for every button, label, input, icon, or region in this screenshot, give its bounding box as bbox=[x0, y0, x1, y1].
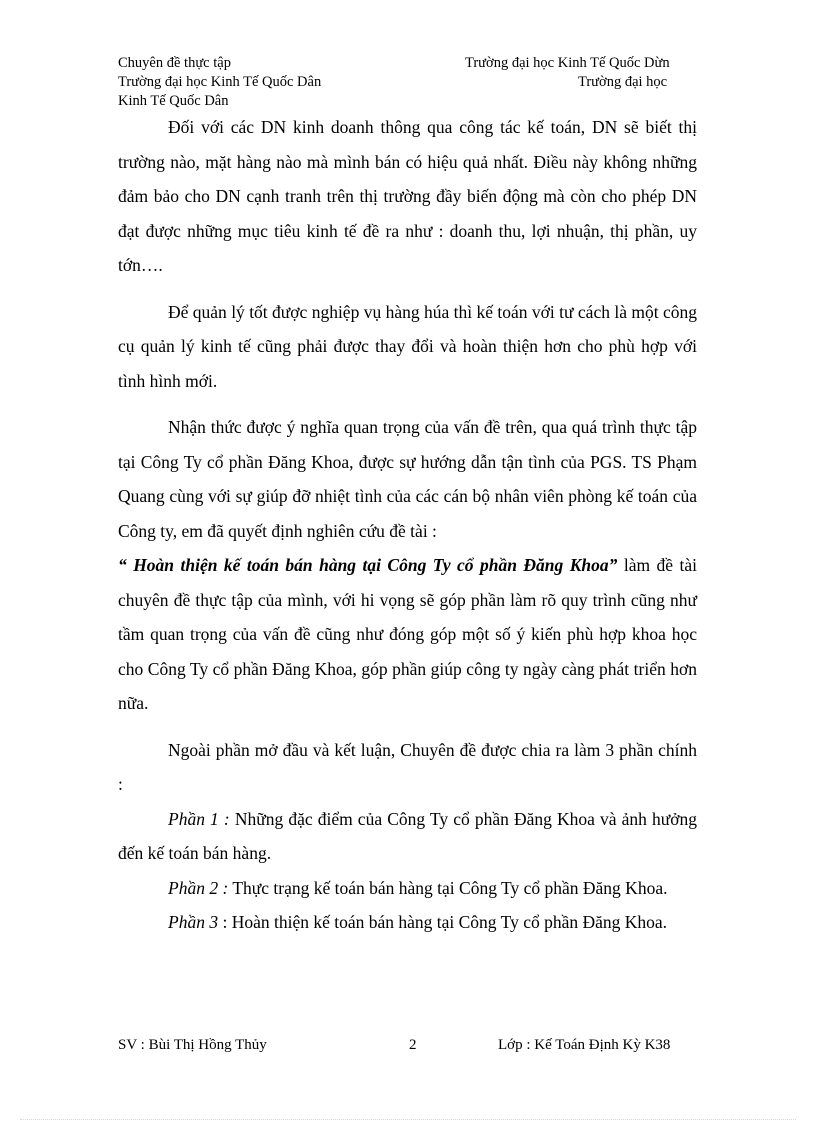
thesis-title: “ Hoàn thiện kế toán bán hàng tại Công Ty cổ phần Đăng Khoa” bbox=[118, 555, 618, 575]
part-2-label: Phần 2 : bbox=[168, 877, 229, 898]
header-university-right-2: Trường đại học bbox=[578, 74, 668, 90]
part-1-label: Phần 1 : bbox=[168, 808, 230, 829]
part-2-text: Thực trạng kế toán bán hàng tại Công Ty cổ phần Đăng Khoa. bbox=[228, 877, 668, 898]
header-university-right: Trường đại học Kinh Tế Quốc Dừn bbox=[465, 55, 670, 71]
paragraph-1: Đối với các DN kinh doanh thông qua công tác kế toán, DN sẽ biết thị trường nào, mặt hàng nào mà mình bán có hiệu quả nhất. Điều này không những đảm bảo cho DN cạnh tranh trên thị trường đầy biến động mà còn cho phép DN đạt được những mục tiêu kinh tế đề ra như : doanh thu, lợi nhuận, thị phần, uy tớn…. bbox=[118, 117, 697, 275]
part-1-text: Những đặc điểm của Công Ty cổ phần Đăng Khoa và ảnh hưởng đến kế toán bán hàng. bbox=[118, 808, 697, 863]
header-report-type: Chuyên đề thực tập bbox=[118, 55, 231, 71]
page-edge-divider bbox=[20, 1119, 796, 1120]
part-1 bbox=[118, 802, 697, 871]
part-2 bbox=[118, 871, 697, 906]
part-3 bbox=[118, 905, 697, 940]
footer-page-number: 2 bbox=[409, 1037, 417, 1053]
paragraph-4-text: làm đề tài chuyên đề thực tập của mình, với hi vọng sẽ góp phần làm rõ quy trình cũng như tầm quan trọng của vấn đề cũng như đóng góp một số ý kiến phù hợp khoa học cho Công Ty cổ phần Đăng Khoa, góp phần giúp công ty ngày càng phát triển hơn nữa. bbox=[118, 555, 697, 713]
paragraph-3: Nhận thức được ý nghĩa quan trọng của vấn đề trên, qua quá trình thực tập tại Công Ty cổ phần Đăng Khoa, được sự hướng dẫn tận tình của PGS. TS Phạm Quang cùng với sự giúp đỡ nhiệt tình của các cán bộ nhân viên phòng kế toán của Công ty, em đã quyết định nghiên cứu đề tài : bbox=[118, 417, 697, 541]
paragraph-5: Ngoài phần mở đầu và kết luận, Chuyên đề được chia ra làm 3 phần chính : bbox=[118, 739, 697, 794]
part-3-label: Phần 3 bbox=[168, 912, 219, 932]
footer-class: Lớp : Kế Toán Định Kỳ K38 bbox=[498, 1037, 671, 1053]
paragraph-2: Để quản lý tốt được nghiệp vụ hàng húa thì kế toán với tư cách là một công cụ quản lý kinh tế cũng phải được thay đổi và hoàn thiện hơn cho phù hợp với tình hình mới. bbox=[118, 301, 697, 391]
part-3-text: : Hoàn thiện kế toán bán hàng tại Công Ty cổ phần Đăng Khoa. bbox=[218, 912, 668, 932]
header-university-left: Trường đại học Kinh Tế Quốc Dân bbox=[118, 74, 322, 90]
document-body bbox=[118, 110, 697, 940]
paragraph-4 bbox=[118, 548, 697, 721]
footer-student: SV : Bùi Thị Hồng Thủy bbox=[118, 1037, 267, 1053]
header-university-left-3: Kinh Tế Quốc Dân bbox=[118, 93, 229, 109]
